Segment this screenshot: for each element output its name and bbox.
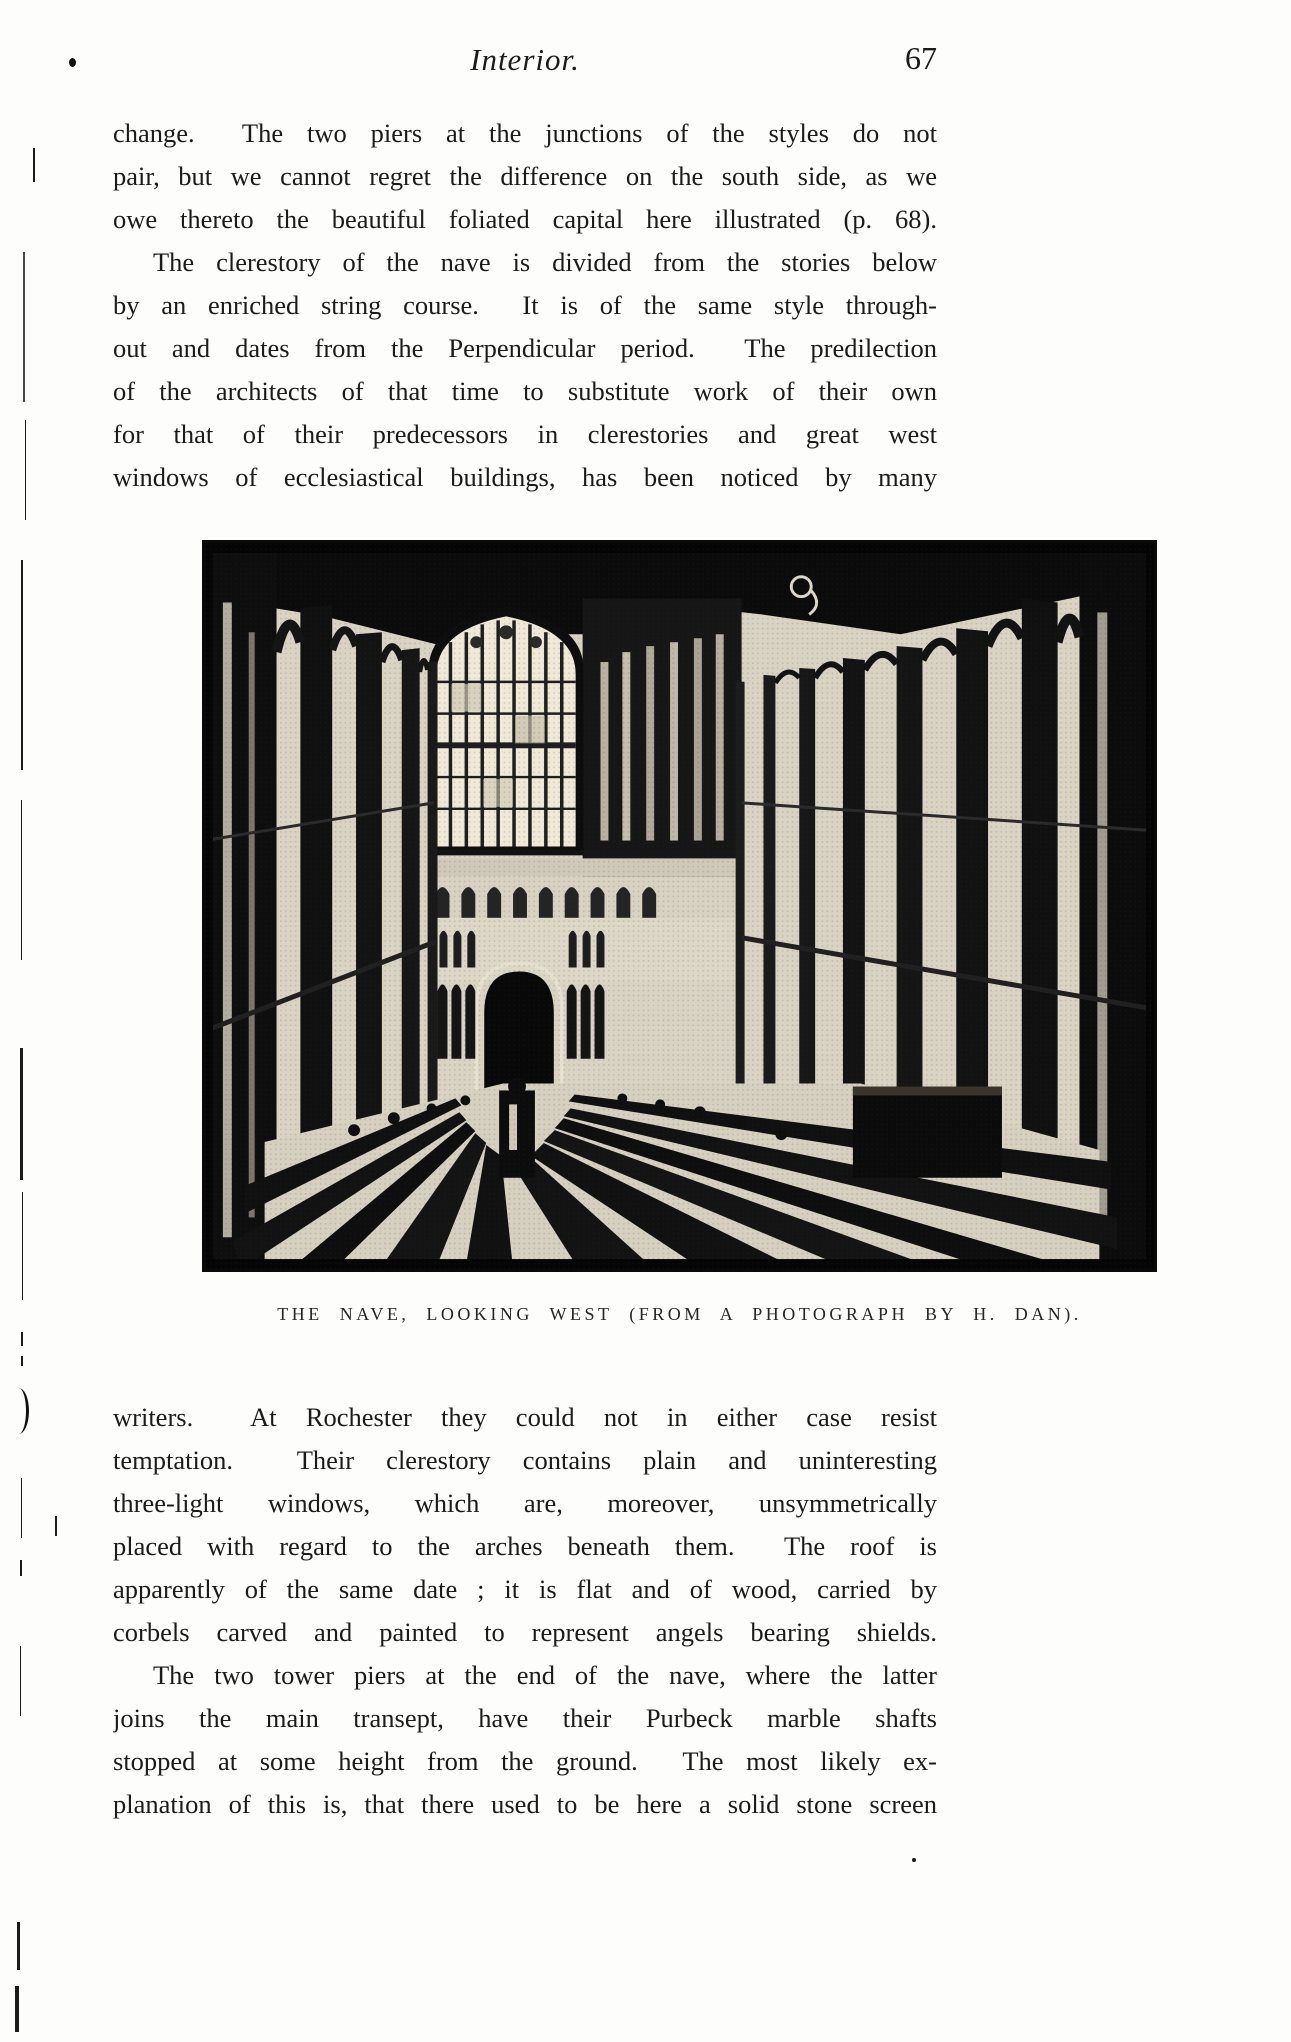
running-head-title: Interior. xyxy=(470,42,580,77)
text-line: corbels carved and painted to represent angels bearing shields. xyxy=(113,1617,937,1647)
scan-artifact xyxy=(12,1388,29,1434)
nave-photograph xyxy=(202,540,1157,1272)
text-line: The clerestory of the nave is divided from the stories below xyxy=(153,247,937,277)
scan-artifact xyxy=(912,1858,916,1862)
scan-artifact xyxy=(20,1048,23,1180)
scan-artifact xyxy=(21,1332,23,1346)
scan-artifact xyxy=(21,800,22,960)
text-line: temptation. Their clerestory contains plain and uninteresting xyxy=(113,1445,937,1475)
body-text-lower xyxy=(113,1396,937,1826)
page-number: 67 xyxy=(905,40,937,76)
scan-artifact xyxy=(21,560,23,770)
text-line: stopped at some height from the ground. The most likely ex- xyxy=(113,1746,937,1776)
scan-artifact xyxy=(17,1922,20,1970)
body-text-upper xyxy=(113,112,937,499)
scan-artifact xyxy=(20,1560,22,1576)
nave-photograph-illustration xyxy=(205,543,1154,1269)
figure-caption: THE NAVE, LOOKING WEST (FROM A PHOTOGRAPH BY H. DAN). xyxy=(277,1304,1082,1324)
text-line: by an enriched string course. It is of the same style through- xyxy=(113,290,937,320)
scan-artifact xyxy=(21,1356,23,1366)
scan-artifact xyxy=(22,1192,23,1300)
text-line: out and dates from the Perpendicular period. The predilection xyxy=(113,333,937,363)
text-line: of the architects of that time to substitute work of their own xyxy=(113,376,937,406)
scan-artifact xyxy=(25,420,26,520)
text-line: three-light windows, which are, moreover, unsymmetrically xyxy=(113,1488,937,1518)
text-line: planation of this is, that there used to be here a solid stone screen xyxy=(113,1789,937,1819)
text-line: joins the main transept, have their Purbeck marble shafts xyxy=(113,1703,937,1733)
text-line: writers. At Rochester they could not in either case resist xyxy=(113,1402,937,1432)
scan-artifact xyxy=(23,252,25,402)
scan-artifact xyxy=(20,1646,21,1716)
text-line: for that of their predecessors in clerestories and great west xyxy=(113,419,937,449)
text-line: change. The two piers at the junctions of the styles do not xyxy=(113,118,937,148)
text-line: apparently of the same date ; it is flat and of wood, carried by xyxy=(113,1574,937,1604)
scan-artifact xyxy=(33,148,35,182)
text-line: pair, but we cannot regret the difference on the south side, as we xyxy=(113,161,937,191)
scan-artifact xyxy=(15,1986,19,2032)
text-line: owe thereto the beautiful foliated capital here illustrated (p. 68). xyxy=(113,204,937,234)
scan-artifact xyxy=(21,1478,22,1538)
ink-dot-artifact xyxy=(69,58,76,67)
scan-artifact xyxy=(55,1516,57,1536)
text-line: windows of ecclesiastical buildings, has been noticed by many xyxy=(113,462,937,492)
text-line: The two tower piers at the end of the nave, where the latter xyxy=(153,1660,937,1690)
text-line: placed with regard to the arches beneath them. The roof is xyxy=(113,1531,937,1561)
